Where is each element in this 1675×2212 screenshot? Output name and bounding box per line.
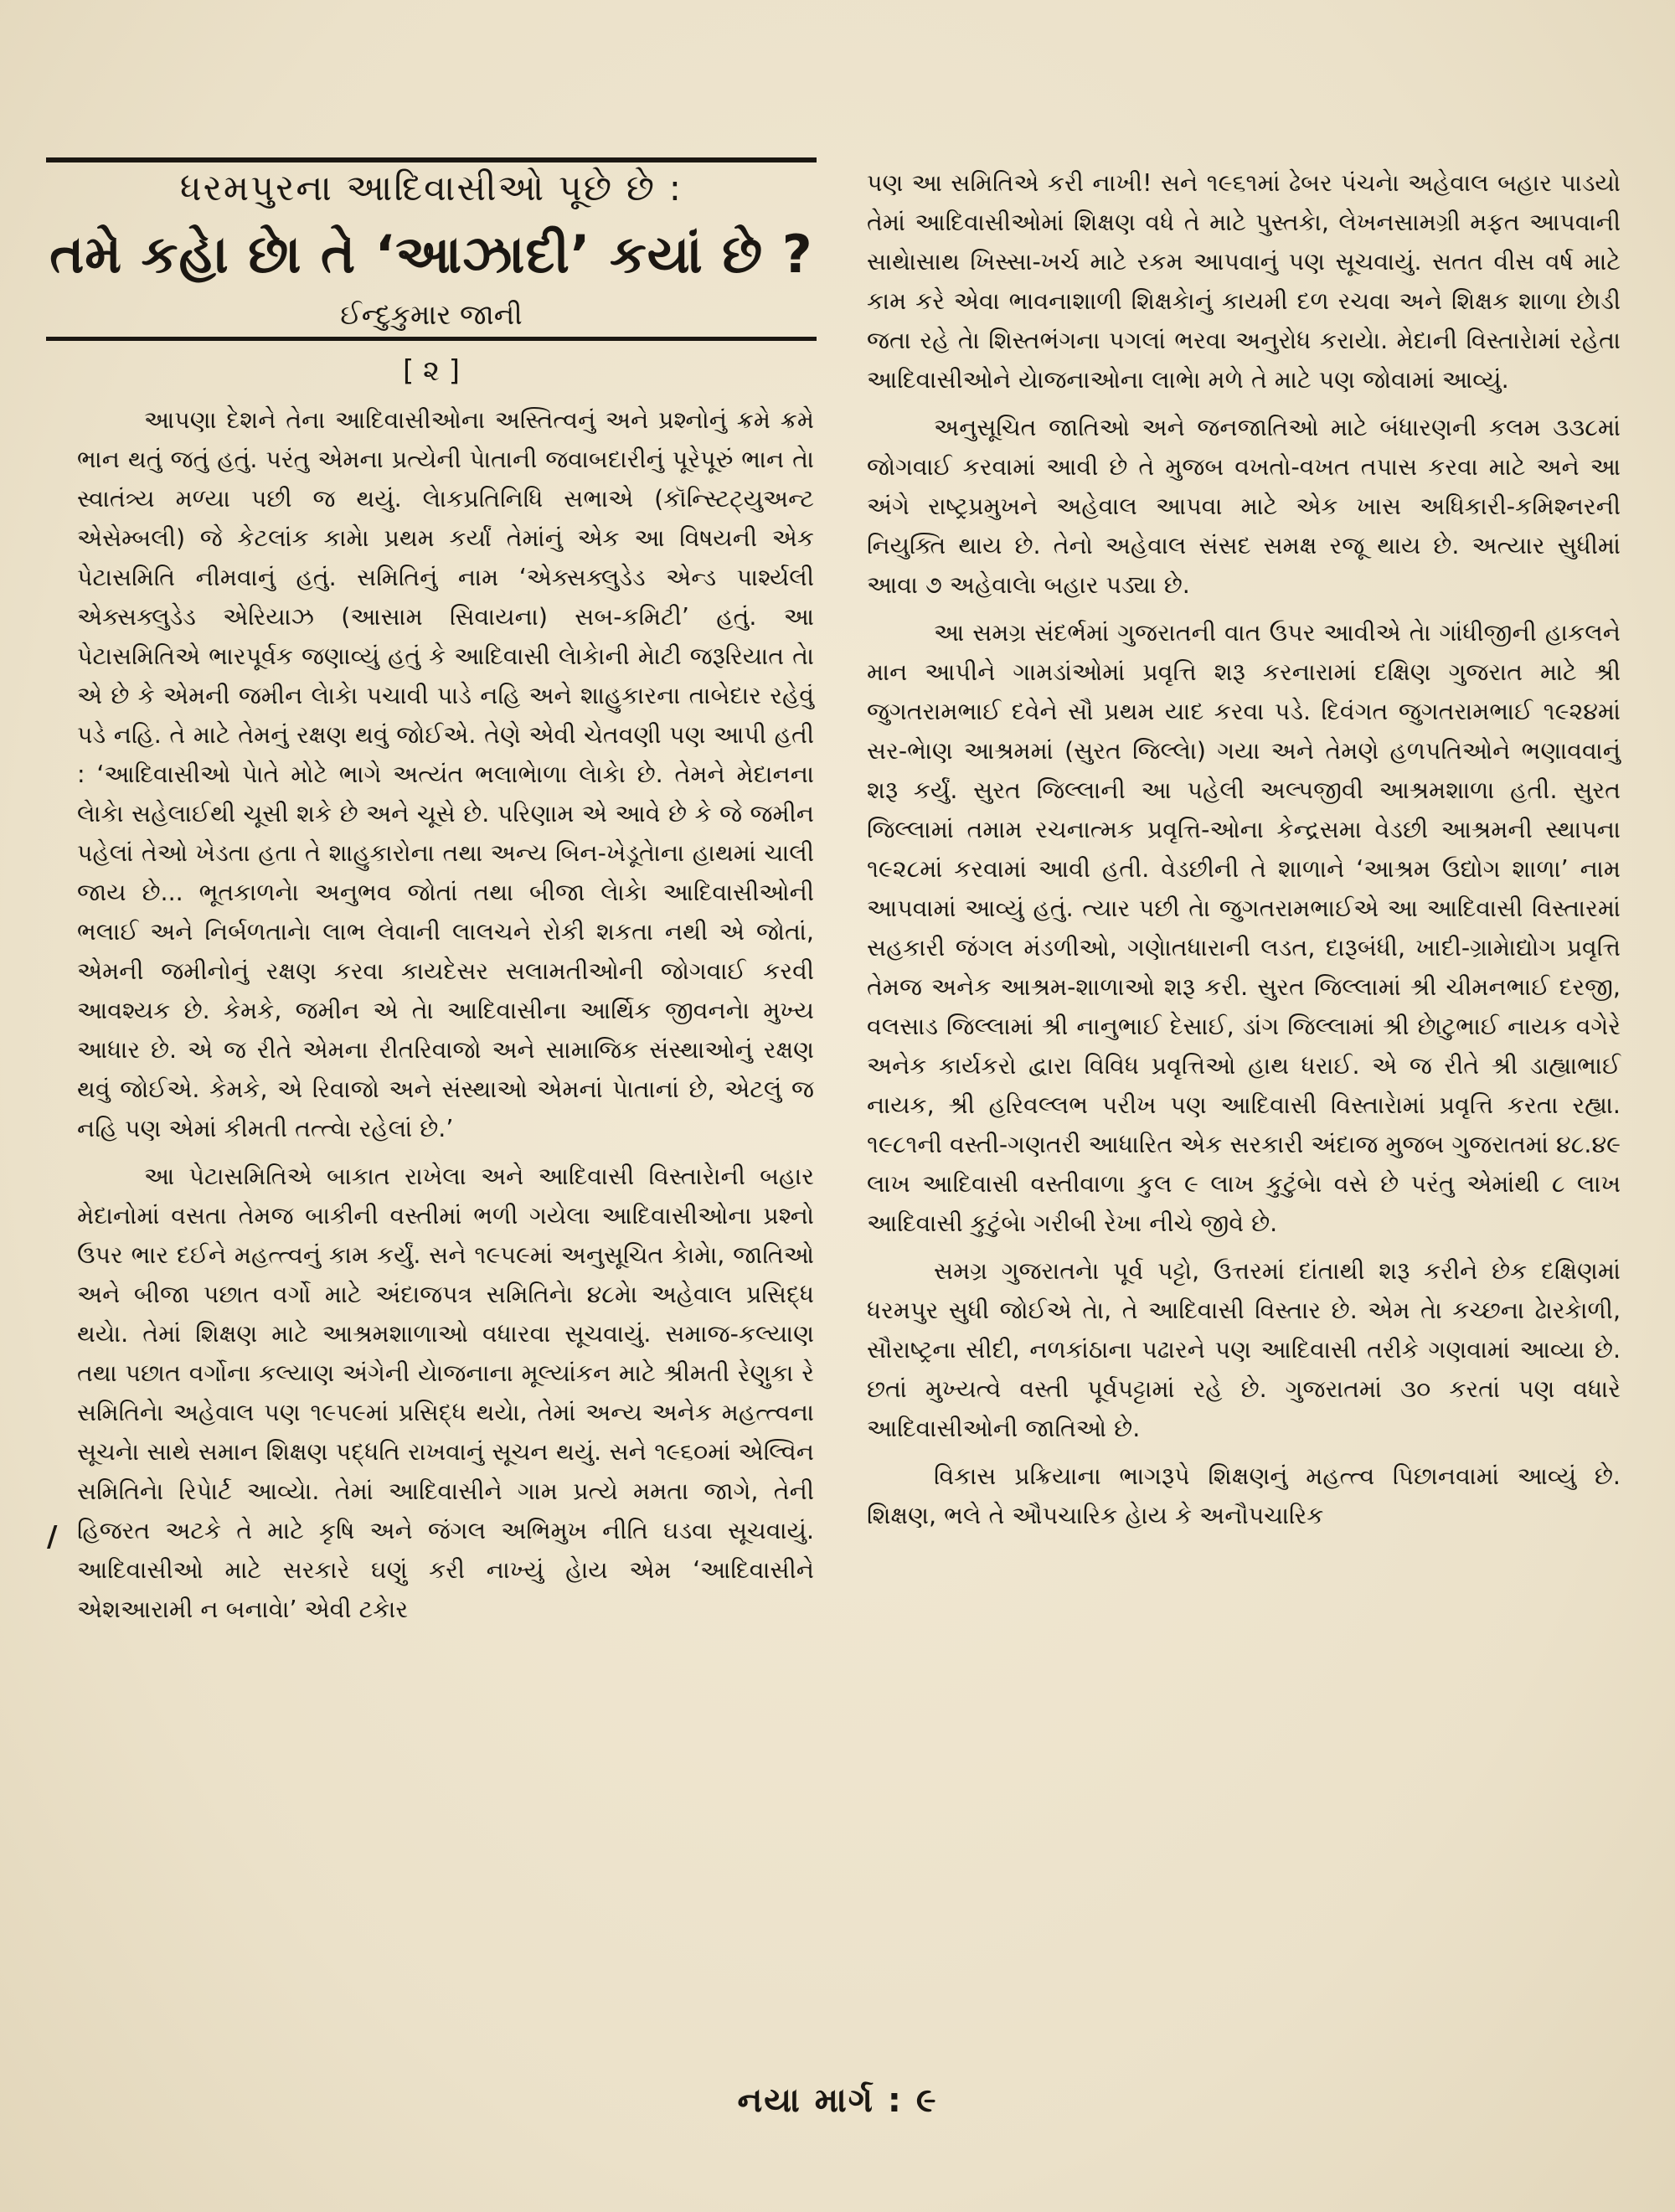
- right-paragraph-1: પણ આ સમિતિએ કરી નાખી! સને ૧૯૬૧માં ઢેબર પંચનેા અહેવાલ બહાર પાડયો તેમાં આદિવાસીઓમાં શિક્ષણ વધે તે માટે પુસ્તકેા, લેખનસામગ્રી મફત આપવાની સાથેાસાથ ખિસ્સા-ખર્ચ માટે રકમ આપવાનું પણ સૂચવાયું. સતત વીસ વર્ષ માટે કામ કરે એવા ભાવનાશાળી શિક્ષકેાનું કાયમી દળ રચવા અને શિક્ષક શાળા છેાડી જતા રહે તેા શિસ્તભંગના પગલાં ભરવા અનુરોધ કરાયેા. મેદાની વિસ્તારેામાં રહેતા આદિવાસીઓને યેાજનાઓના લાભેા મળે તે માટે પણ જોવામાં આવ્યું.: [867, 169, 1621, 394]
- right-paragraph-2: અનુસૂચિત જાતિઓ અને જનજાતિઓ માટે બંધારણની કલમ ૩૩૮માં જોગવાઈ કરવામાં આવી છે તે મુજબ વખતો-વખત તપાસ કરવા માટે અને આ અંગે રાષ્ટ્રપ્રમુખને અહેવાલ આપવા માટે એક ખાસ અધિકારી-કમિશ્નરની નિયુક્તિ થાય છે. તેનો અહેવાલ સંસદ સમક્ષ રજૂ થાય છે. અત્યાર સુધીમાં આવા ૭ અહેવાલેા બહાર પડ્યા છે.: [867, 414, 1621, 599]
- margin-pencil-mark: /: [47, 1520, 58, 1554]
- left-paragraph-1: આપણા દેશને તેના આદિવાસીઓના અસ્તિત્વનું અને પ્રશ્નોનું ક્રમે ક્રમે ભાન થતું જતું હતું. પરંતુ એમના પ્રત્યેની પેાતાની જવાબદારીનું પૂરેપૂરું ભાન તેા સ્વાતંત્ર્ય મળ્યા પછી જ થયું. લેાકપ્રતિનિધિ સભાએ (કૉન્સ્ટિટ્યુઅન્ટ એસેમ્બલી) જે કેટલાંક કામેા પ્રથમ કર્યાં તેમાંનું એક આ વિષયની એક પેટાસમિતિ નીમવાનું હતું. સમિતિનું નામ ‘એક્સક્લુડેડ એન્ડ પાર્શ્યલી એક્સક્લુડેડ એરિયાઝ (આસામ સિવાયના) સબ-કમિટી’ હતું. આ પેટાસમિતિએ ભારપૂર્વક જણાવ્યું હતું કે આદિવાસી લેાકેાની મેાટી જરૂરિયાત તેા એ છે કે એમની જમીન લેાકેા પચાવી પાડે નહિ અને શાહુકારના તાબેદાર રહેવું પડે નહિ. તે માટે તેમનું રક્ષણ થવું જોઈએ. તેણે એવી ચેતવણી પણ આપી હતી : ‘આદિવાસીઓ પેાતે મોટે ભાગે અત્યંત ભલાભેાળા લેાકેા છે. તેમને મેદાનના લેાકેા સહેલાઈથી ચૂસી શકે છે અને ચૂસે છે. પરિણામ એ આવે છે કે જે જમીન પહેલાં તેઓ ખેડતા હતા તે શાહુકારોના તથા અન્ય બિન-ખેડૂતેાના હાથમાં ચાલી જાય છે... ભૂતકાળનેા અનુભવ જોતાં તથા બીજા લેાકેા આદિવાસીઓની ભલાઈ અને નિર્બળતાનેા લાભ લેવાની લાલચને રોકી શકતા નથી એ જોતાં, એમની જમીનોનું રક્ષણ કરવા કાયદેસર સલામતીઓની જોગવાઈ કરવી આવશ્યક છે. કેમકે, જમીન એ તેા આદિવાસીના આર્થિક જીવનનેા મુખ્ય આધાર છે. એ જ રીતે એમના રીતરિવાજો અને સામાજિક સંસ્થાઓનું રક્ષણ થવું જોઈએ. કેમકે, એ રિવાજો અને સંસ્થાઓ એમનાં પેાતાનાં છે, એટલું જ નહિ પણ એમાં કીમતી તત્ત્વેા રહેલાં છે.’: [77, 406, 814, 1142]
- right-paragraph-5: વિકાસ પ્રક્રિયાના ભાગરૂપે શિક્ષણનું મહત્ત્વ પિછાનવામાં આવ્યું છે. શિક્ષણ, ભલે તે ઔપચારિક હેાય કે અનૌપચારિક: [867, 1462, 1621, 1529]
- page-footer: નયા માર્ગ : ૯: [737, 2081, 938, 2120]
- headline-top-rule: [46, 157, 817, 162]
- article-part-label: [ ૨ ]: [402, 354, 461, 388]
- right-column: [867, 163, 1621, 1535]
- article-headline: તમે કહેા છેા તે ‘આઝાદી’ કયાં છે ?: [49, 224, 813, 285]
- left-paragraph-2: આ પેટાસમિતિએ બાકાત રાખેલા અને આદિવાસી વિસ્તારેાની બહાર મેદાનોમાં વસતા તેમજ બાકીની વસ્તીમાં ભળી ગયેલા આદિવાસીઓના પ્રશ્નો ઉપર ભાર દઈને મહત્ત્વનું કામ કર્યું. સને ૧૯૫૯માં અનુસૂચિત કેામેા, જાતિઓ અને બીજા પછાત વર્ગો માટે અંદાજપત્ર સમિતિનેા ૪૮મેા અહેવાલ પ્રસિદ્ધ થયેા. તેમાં શિક્ષણ માટે આશ્રમશાળાઓ વધારવા સૂચવાયું. સમાજ-કલ્યાણ તથા પછાત વર્ગોના કલ્યાણ અંગેની યેાજનાના મૂલ્યાંકન માટે શ્રીમતી રેણુકા રે સમિતિનેા અહેવાલ પણ ૧૯૫૯માં પ્રસિદ્ધ થયેા, તેમાં અન્ય અનેક મહત્ત્વના સૂચનેા સાથે સમાન શિક્ષણ પદ્ધતિ રાખવાનું સૂચન થયું. સને ૧૯૬૦માં એલ્વિન સમિતિનેા રિપેાર્ટ આવ્યેા. તેમાં આદિવાસીને ગામ પ્રત્યે મમતા જાગે, તેની હિજરત અટકે તે માટે કૃષિ અને જંગલ અભિમુખ નીતિ ઘડવા સૂચવાયું. આદિવાસીઓ માટે સરકારે ઘણું કરી નાખ્યું હેાય એમ ‘આદિવાસીને એશઆરામી ન બનાવેા’ એવી ટકેાર: [77, 1163, 815, 1623]
- headline-bottom-rule: [46, 337, 817, 341]
- article-kicker: ધરમપુરના આદિવાસીઓ પૂછે છે :: [179, 168, 683, 209]
- right-paragraph-4: સમગ્ર ગુજરાતનેા પૂર્વ પટ્ટો, ઉત્તરમાં દાંતાથી શરૂ કરીને છેક દક્ષિણમાં ધરમપુર સુધી જોઈએ તેા, તે આદિવાસી વિસ્તાર છે. એમ તેા કચ્છના ઢેારકેાળી, સૌરાષ્ટ્રના સીદી, નળકાંઠાના પઢારને પણ આદિવાસી તરીકે ગણવામાં આવ્યા છે. છતાં મુખ્યત્વે વસ્તી પૂર્વપટ્ટામાં રહે છે. ગુજરાતમાં ૩૦ કરતાં પણ વધારે આદિવાસીઓની જાતિઓ છે.: [867, 1257, 1621, 1442]
- article-byline: ઈન્દુકુમાર જાની: [340, 298, 523, 331]
- left-column: [77, 400, 814, 1629]
- right-paragraph-3: આ સમગ્ર સંદર્ભમાં ગુજરાતની વાત ઉપર આવીએ તેા ગાંધીજીની હાકલને માન આપીને ગામડાંઓમાં પ્રવૃત્તિ શરૂ કરનારામાં દક્ષિણ ગુજરાત માટે શ્રી જુગતરામભાઈ દવેને સૌ પ્રથમ યાદ કરવા પડે. દિવંગત જુગતરામભાઈ ૧૯૨૪માં સર-ભેાણ આશ્રમમાં (સુરત જિલ્લેા) ગયા અને તેમણે હળપતિઓને ભણાવવાનું શરૂ કર્યું. સુરત જિલ્લાની આ પહેલી અલ્પજીવી આશ્રમશાળા હતી. સુરત જિલ્લામાં તમામ રચનાત્મક પ્રવૃત્તિ-ઓના કેન્દ્રસમા વેડછી આશ્રમની સ્થાપના ૧૯૨૮માં કરવામાં આવી હતી. વેડછીની તે શાળાને ‘આશ્રમ ઉદ્યોગ શાળા’ નામ આપવામાં આવ્યું હતું. ત્યાર પછી તેા જુગતરામભાઈએ આ આદિવાસી વિસ્તારમાં સહકારી જંગલ મંડળીઓ, ગણેાતધારાની લડત, દારૂબંધી, ખાદી-ગ્રામેાદ્યોગ પ્રવૃત્તિ તેમજ અનેક આશ્રમ-શાળાઓ શરૂ કરી. સુરત જિલ્લામાં શ્રી ચીમનભાઈ દરજી, વલસાડ જિલ્લામાં શ્રી નાનુભાઈ દેસાઈ, ડાંગ જિલ્લામાં શ્રી છેાટુભાઈ નાયક વગેરે અનેક કાર્યકરો દ્વારા વિવિધ પ્રવૃત્તિઓ હાથ ધરાઈ. એ જ રીતે શ્રી ડાહ્યાભાઈ નાયક, શ્રી હરિવલ્લભ પરીખ પણ આદિવાસી વિસ્તારેામાં પ્રવૃત્તિ કરતા રહ્યા. ૧૯૮૧ની વસ્તી-ગણતરી આધારિત એક સરકારી અંદાજ મુજબ ગુજરાતમાં ૪૮.૪૯ લાખ આદિવાસી વસ્તીવાળા કુલ ૯ લાખ કુટુંબેા વસે છે પરંતુ એમાંથી ૮ લાખ આદિવાસી કુટુંબેા ગરીબી રેખા નીચે જીવે છે.: [867, 619, 1621, 1237]
